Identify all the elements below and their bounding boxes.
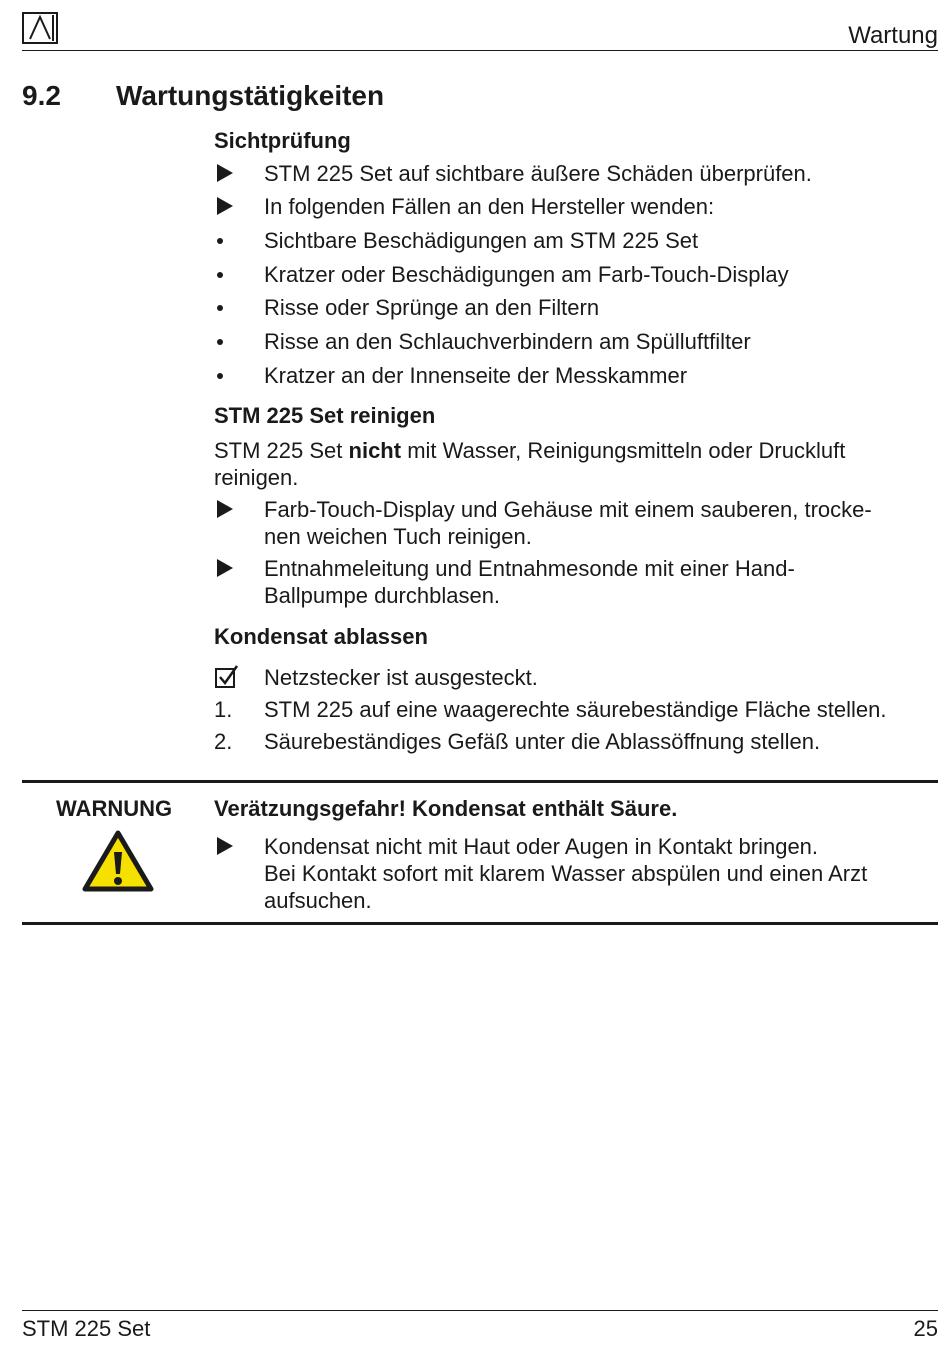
- subheading-kondensat: Kondensat ablassen: [214, 624, 428, 649]
- step-number: 2.: [214, 729, 233, 754]
- warning-title: Verätzungsgefahr! Kondensat enthält Säure.: [214, 796, 678, 821]
- arrow-bullet-icon: [217, 164, 233, 182]
- warning-text: [264, 833, 944, 914]
- list-text: Risse oder Sprünge an den Filtern: [264, 295, 600, 320]
- step-text: STM 225 auf eine waagerechte säurebeständige Fläche stellen.: [264, 697, 887, 722]
- bullet-icon: [217, 238, 223, 244]
- section-title: Wartungstätigkeiten: [116, 80, 385, 111]
- action-text: [264, 555, 944, 609]
- intro-text: STM 225 Set: [214, 438, 349, 463]
- precondition-text: Netzstecker ist ausgesteckt.: [264, 665, 538, 690]
- bullet-icon: [217, 272, 223, 278]
- intro-emphasis: nicht: [348, 438, 402, 463]
- checkbox-checked-icon: [214, 665, 240, 689]
- intro-text: mit Wasser, Reinigungsmitteln oder Druckluft: [401, 438, 846, 463]
- cleaning-intro-line2: reinigen.: [214, 465, 299, 490]
- list-text: Risse an den Schlauchverbindern am Spülluftfilter: [264, 329, 751, 354]
- arrow-bullet-icon: [217, 500, 233, 518]
- list-text: Kratzer an der Innenseite der Messkammer: [264, 363, 688, 388]
- arrow-bullet-icon: [217, 197, 233, 215]
- list-text: Kratzer oder Beschädigungen am Farb-Touch-Display: [264, 262, 789, 287]
- arrow-bullet-icon: [217, 837, 233, 855]
- bullet-icon: [217, 339, 223, 345]
- warning-triangle-icon: [82, 830, 154, 892]
- action-line: Farb-Touch-Display und Gehäuse mit einem sauberen, trocke-: [264, 497, 872, 522]
- warning-line: Kondensat nicht mit Haut oder Augen in Kontakt bringen.: [264, 834, 819, 859]
- action-line: Ballpumpe durchblasen.: [264, 583, 501, 608]
- action-text: [264, 496, 944, 550]
- step-number: 1.: [214, 697, 233, 722]
- section-number: 9.2: [22, 80, 61, 111]
- action-line: Entnahmeleitung und Entnahmesonde mit einer Hand-: [264, 556, 795, 581]
- page-number: 25: [913, 1316, 938, 1341]
- header-divider: [22, 50, 938, 51]
- warning-bottom-rule: [22, 922, 938, 925]
- list-text: Sichtbare Beschädigungen am STM 225 Set: [264, 228, 699, 253]
- action-line: nen weichen Tuch reinigen.: [264, 524, 532, 549]
- arrow-bullet-icon: [217, 559, 233, 577]
- warning-label: WARNUNG: [56, 796, 173, 821]
- company-logo: [22, 12, 58, 44]
- bullet-icon: [217, 373, 223, 379]
- action-text: STM 225 Set auf sichtbare äußere Schäden überprüfen.: [264, 161, 812, 186]
- warning-line: Bei Kontakt sofort mit klarem Wasser abspülen und einen Arzt: [264, 861, 868, 886]
- footer-product: STM 225 Set: [22, 1316, 151, 1341]
- header-title: Wartung: [848, 22, 938, 49]
- action-text: In folgenden Fällen an den Hersteller wenden:: [264, 194, 715, 219]
- cleaning-intro: [214, 437, 934, 464]
- subheading-sichtpruefung: Sichtprüfung: [214, 128, 351, 153]
- warning-line: aufsuchen.: [264, 888, 372, 913]
- subheading-reinigen: STM 225 Set reinigen: [214, 403, 436, 428]
- bullet-icon: [217, 305, 223, 311]
- step-text: Säurebeständiges Gefäß unter die Ablassöffnung stellen.: [264, 729, 821, 754]
- warning-top-rule: [22, 780, 938, 783]
- footer-divider: [22, 1310, 938, 1311]
